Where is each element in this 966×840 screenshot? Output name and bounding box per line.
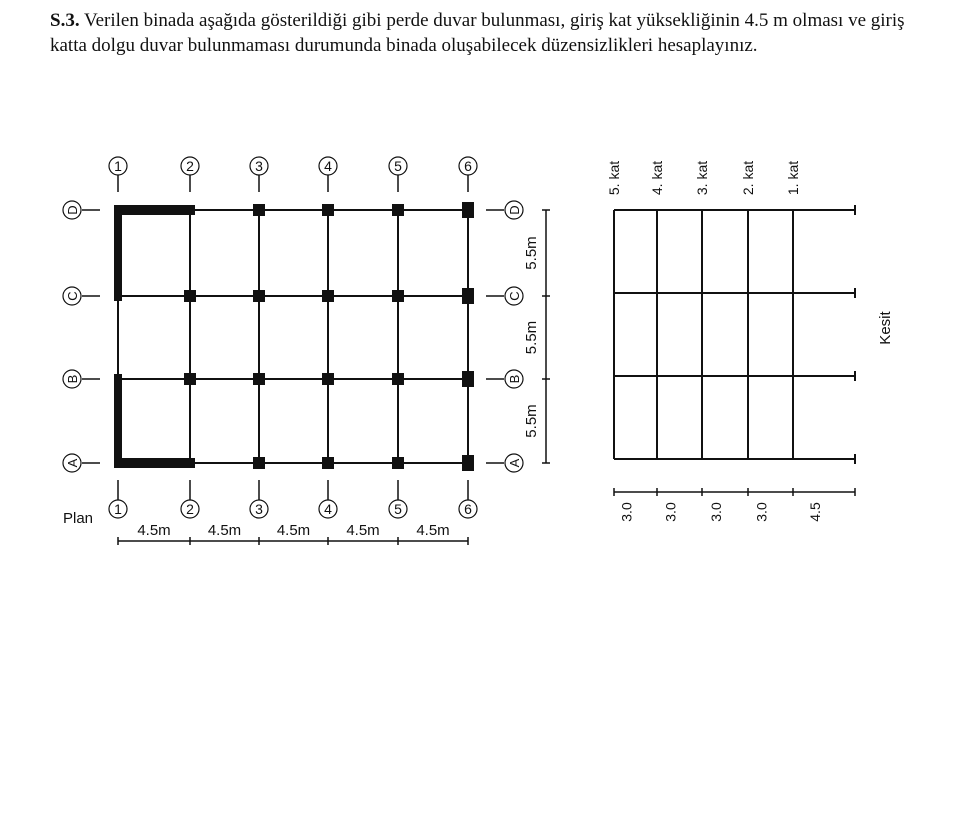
axis-label-bottom-6: 6 <box>464 501 472 517</box>
section-label: Kesit <box>877 311 894 345</box>
axis-label-right-d: D <box>507 205 522 215</box>
column-3b <box>253 373 265 385</box>
axis-label-bottom-3: 3 <box>255 501 263 517</box>
column-5c <box>392 290 404 302</box>
height-label-1: 3.0 <box>662 502 679 522</box>
plan-label: Plan <box>63 510 94 527</box>
shear-wall-1-dc <box>114 205 122 301</box>
question-body: Verilen binada aşağıda gösterildiği gibi perde duvar bulunması, giriş kat yüksekliğinin 4.5 m olması ve giriş katta dolgu duvar bulunmaması durumunda binada oluşabilecek düzensizlikleri hesaplayınız. <box>50 10 905 56</box>
shear-wall-1-ba <box>114 374 122 468</box>
floor-label-3: 2. kat <box>740 160 756 196</box>
column-3d <box>253 204 265 216</box>
axis-label-right-a: A <box>507 458 522 468</box>
dimension-label-x-2: 4.5m <box>276 522 311 539</box>
axis-label-bottom-1: 1 <box>114 501 122 517</box>
column-6b <box>462 371 474 387</box>
axis-label-top-4: 4 <box>324 158 332 174</box>
floor-plan <box>63 157 550 545</box>
height-label-2: 3.0 <box>708 502 724 522</box>
floor-label-4: 1. kat <box>785 160 801 196</box>
shear-wall-a-12 <box>114 458 195 468</box>
axis-label-left-c: C <box>65 291 80 301</box>
column-2b <box>184 373 196 385</box>
column-6a <box>462 455 474 471</box>
axis-label-top-6: 6 <box>464 158 472 174</box>
axis-label-left-d: D <box>65 205 80 215</box>
column-4a <box>322 457 334 469</box>
axis-label-top-1: 1 <box>114 158 122 174</box>
axis-label-bottom-4: 4 <box>324 501 332 517</box>
column-5d <box>392 204 404 216</box>
question-number: S.3. <box>50 10 80 31</box>
floor-label-0: 5. kat <box>606 160 622 196</box>
axis-label-bottom-5: 5 <box>394 501 402 517</box>
dimension-label-x-3: 4.5m <box>346 522 380 539</box>
axis-label-right-c: C <box>507 291 522 301</box>
column-5a <box>392 457 404 469</box>
height-label-3: 3.0 <box>753 502 770 522</box>
dimension-label-y-0: 5.5m <box>523 236 540 270</box>
dimension-label-y-2: 5.5m <box>523 404 540 438</box>
dimension-label-y-1: 5.5m <box>523 320 540 355</box>
axis-label-bottom-2: 2 <box>186 501 194 517</box>
floor-label-2: 3. kat <box>694 160 710 196</box>
axis-label-left-a: A <box>65 458 80 468</box>
dimension-label-x-1: 4.5m <box>207 522 242 539</box>
axis-label-top-5: 5 <box>394 158 402 174</box>
height-label-0: 3.0 <box>618 502 635 522</box>
axis-label-right-b: B <box>507 374 522 384</box>
height-label-4: 4.5 <box>807 502 823 522</box>
column-4b <box>322 373 334 385</box>
dimension-label-x-4: 4.5m <box>416 522 450 539</box>
building-section <box>606 161 894 522</box>
axis-label-top-2: 2 <box>186 158 194 174</box>
column-4c <box>322 290 334 302</box>
axis-label-left-b: B <box>65 374 80 384</box>
column-6d <box>462 202 474 218</box>
column-5b <box>392 373 404 385</box>
dimension-label-x-0: 4.5m <box>137 522 171 539</box>
column-3c <box>253 290 265 302</box>
column-6c <box>462 288 474 304</box>
column-4d <box>322 204 334 216</box>
column-2c <box>184 290 196 302</box>
shear-wall-d-12 <box>114 205 195 215</box>
floor-label-1: 4. kat <box>649 160 665 196</box>
axis-label-top-3: 3 <box>255 158 263 174</box>
column-3a <box>253 457 265 469</box>
